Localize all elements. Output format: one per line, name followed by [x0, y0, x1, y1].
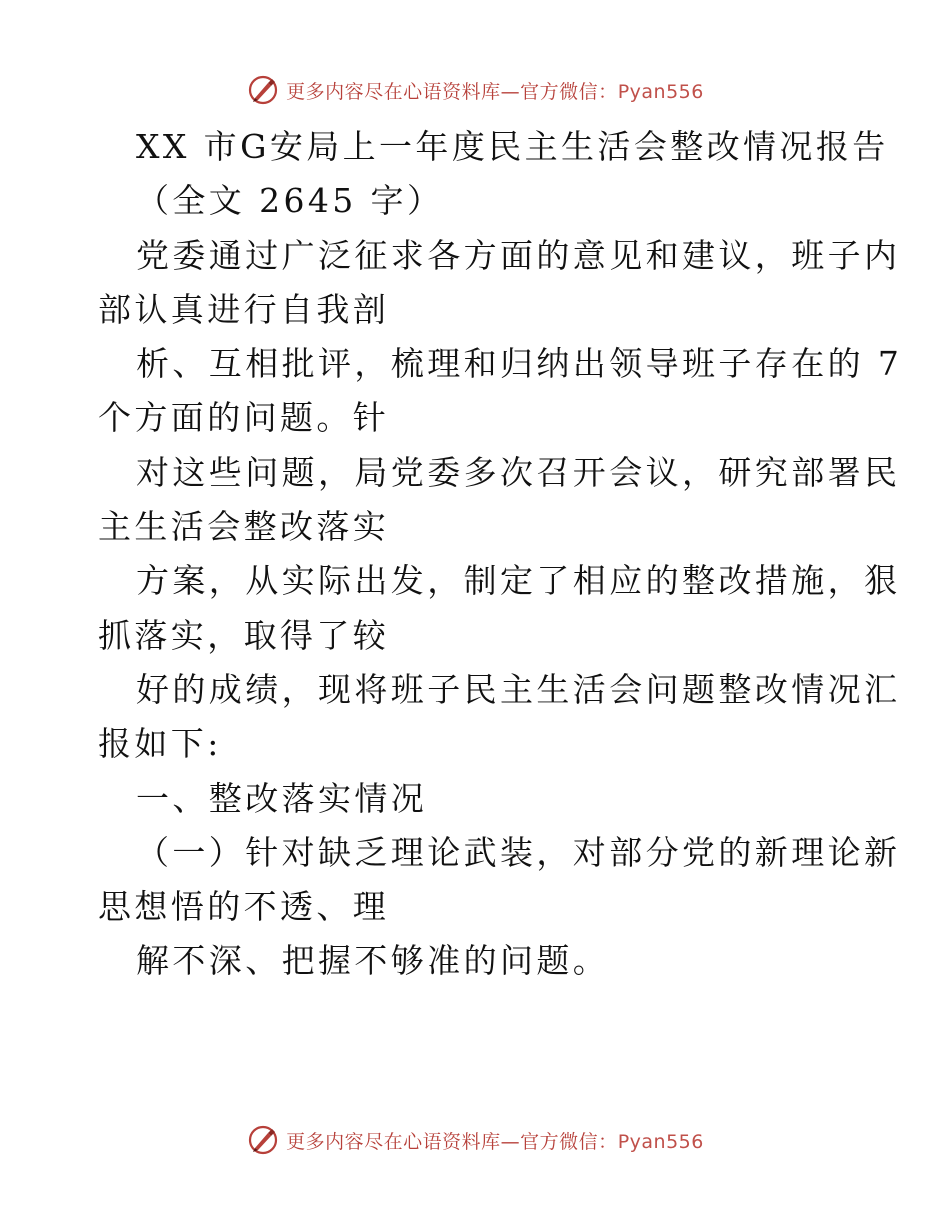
text-line: 对这些问题，局党委多次召开会议，研究部署民: [136, 452, 901, 492]
text-line: 析、互相批评，梳理和归纳出领导班子存在的 7: [136, 344, 903, 384]
text-line: 个方面的问题。针: [98, 398, 390, 438]
pen-logo-icon: [246, 1123, 280, 1157]
document-title-line: XX 市G安局上一年度民主生活会整改情况报告: [136, 127, 889, 166]
watermark-text: [286, 77, 704, 104]
watermark-separator: —: [500, 1130, 521, 1153]
text-line: 主生活会整改落实: [98, 507, 390, 547]
text-line: 抓落实，取得了较: [98, 615, 390, 655]
watermark-wechat-label: 官方微信：: [520, 1130, 618, 1153]
text-line: 解不深、把握不够准的问题。: [136, 941, 610, 981]
text-line: 一、整改落实情况: [136, 778, 428, 818]
text-line: 方案，从实际出发，制定了相应的整改措施，狠: [136, 561, 901, 601]
text-line: （全文 2645 字）: [136, 181, 444, 221]
watermark-wechat-id: Pyan556: [617, 1130, 704, 1153]
header-watermark: [0, 70, 950, 110]
watermark-wechat-id: Pyan556: [617, 80, 704, 103]
text-line: 报如下:: [98, 724, 222, 764]
watermark-brand: 更多内容尽在心语资料库: [286, 80, 501, 103]
text-line: （一）针对缺乏理论武装，对部分党的新理论新: [136, 832, 901, 872]
text-line: 好的成绩，现将班子民主生活会问题整改情况汇: [136, 669, 901, 709]
watermark-separator: —: [500, 80, 521, 103]
footer-watermark: [0, 1120, 950, 1160]
pen-logo-icon: [246, 73, 280, 107]
text-line: 党委通过广泛征求各方面的意见和建议，班子内: [136, 235, 901, 275]
text-line: 思想悟的不透、理: [98, 887, 390, 927]
text-line: 部认真进行自我剖: [98, 289, 390, 329]
watermark-wechat-label: 官方微信：: [520, 80, 618, 103]
watermark-brand: 更多内容尽在心语资料库: [286, 1130, 501, 1153]
document-body: [98, 120, 903, 989]
watermark-text: [286, 1127, 704, 1154]
